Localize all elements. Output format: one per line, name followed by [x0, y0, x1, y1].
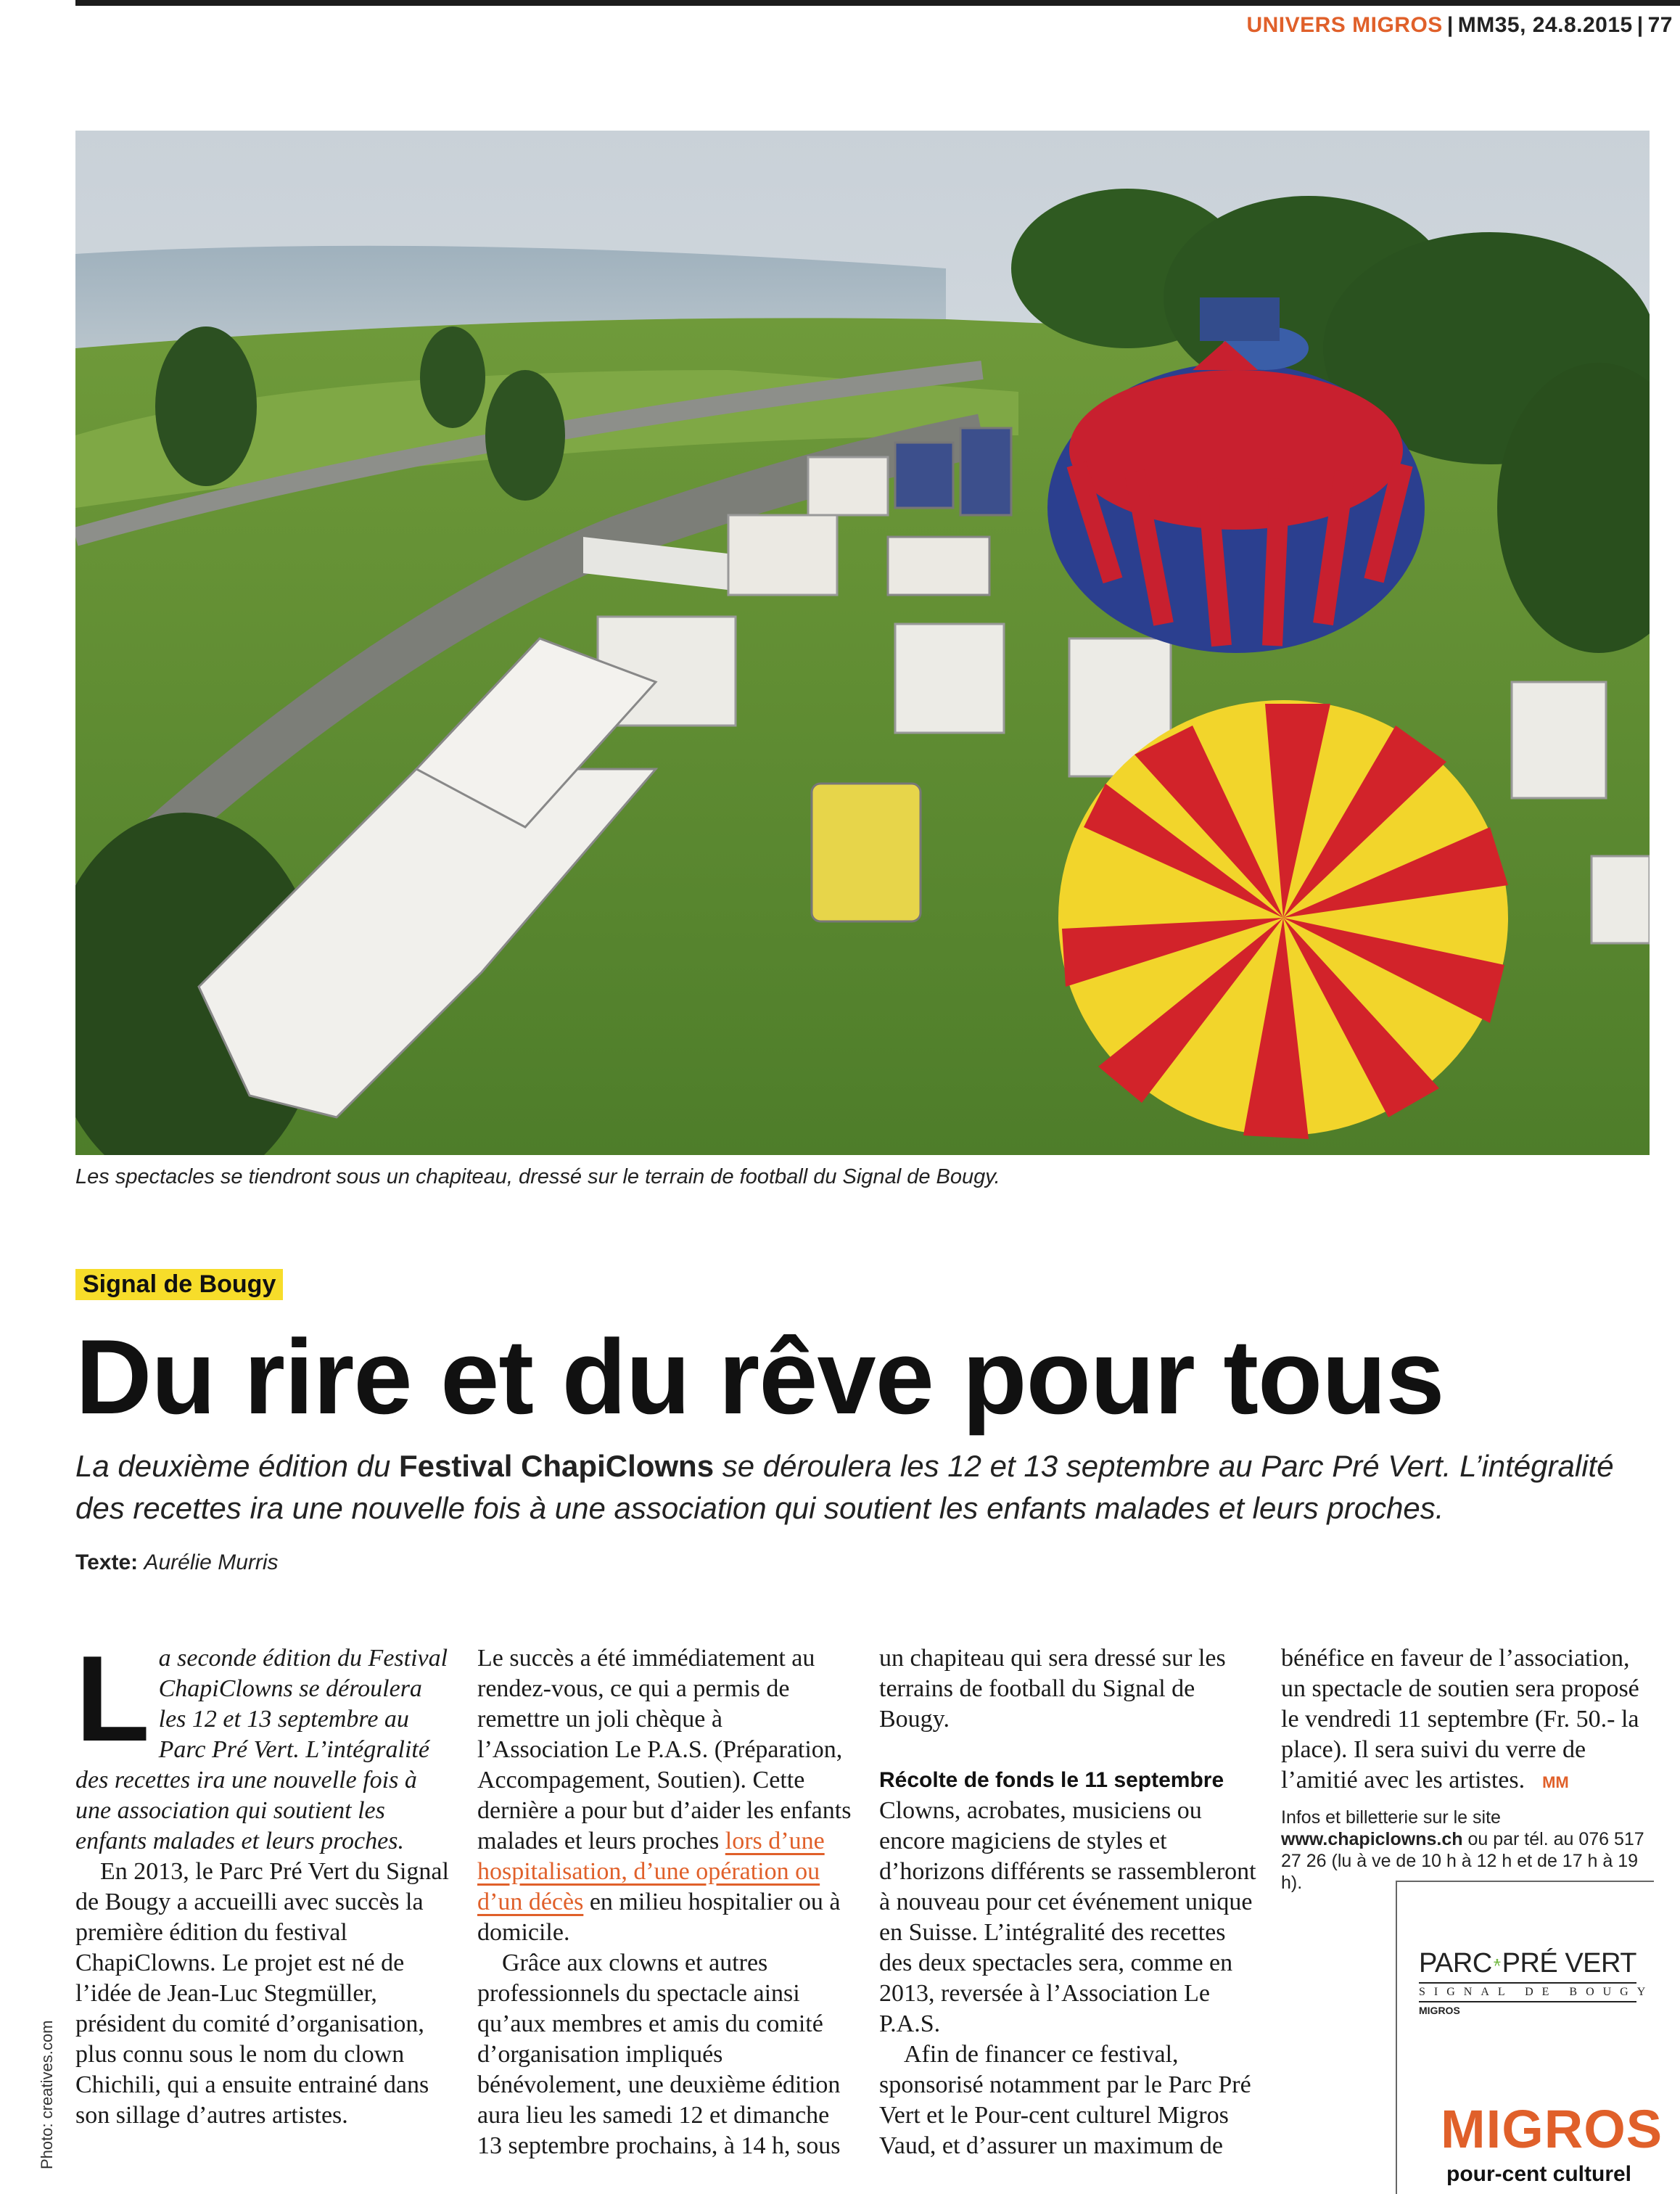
paragraph-5: Afin de financer ce festival, sponsorisé notamment par le Parc Pré Vert et le Pour-cent culturel Migros Vaud, et d’assurer un maximum de: [879, 2041, 1251, 2159]
column-4: [1281, 1643, 1658, 1894]
paragraph-1: En 2013, le Parc Pré Vert du Signal de Bougy a accueilli avec succès la première édition du festival ChapiClowns. Le projet est né de l’idée de Jean-Luc Stegmüller, président du comité d’organisation, plus connu sous le nom du clown Chichili, qui a ensuite entrainé dans son sillage d’autres artistes.: [75, 1858, 449, 2129]
kicker-tag: Signal de Bougy: [75, 1269, 283, 1300]
paragraph-3: Grâce aux clowns et autres professionnels du spectacle ainsi qu’aux membres et amis du comité d’organisation impliqués bénévolement, une deuxième édition aura lieu les samedi 12 et dimanche 13 septembre prochains, à 14 h, sous: [477, 1949, 841, 2159]
byline-author: Aurélie Murris: [144, 1550, 279, 1574]
parc-logo-migros: MIGROS: [1419, 2005, 1460, 2016]
section-title: UNIVERS MIGROS: [1246, 13, 1443, 37]
paragraph-4: Clowns, acrobates, musiciens ou encore magiciens de styles et d’horizons différents se rassembleront à nouveau pour cet événement unique en Suisse. L’intégralité des recettes des deux spectacles sera, comme en 2013, reversée à l’Association Le P.A.S.: [879, 1797, 1256, 2037]
photo-caption: Les spectacles se tiendront sous un chapiteau, dressé sur le terrain de football du Signal de Bougy.: [75, 1165, 1000, 1188]
column-3: [879, 1643, 1256, 2161]
parc-pre-vert-logo: [1419, 1946, 1655, 2016]
website-link[interactable]: www.chapiclowns.ch: [1281, 1829, 1463, 1849]
header-separator-2: |: [1636, 13, 1644, 37]
header-separator: |: [1446, 13, 1454, 37]
leaf-figures-icon: [1494, 1946, 1501, 1979]
paragraph-2-pre: Le succès a été immédiatement au rendez-vous, ce qui a permis de remettre un joli chèque à l’Association Le P.A.S. (Préparation, Accompagement, Soutien). Cette dernière a pour but d’aider les enfants malades et leurs proches: [477, 1645, 852, 1854]
paragraph-2: [477, 1643, 855, 1948]
drop-cap: L: [75, 1630, 150, 1767]
parc-logo-sub: SIGNAL DE BOUGY: [1419, 1982, 1636, 2002]
lead-post: se déroulera les 12 et 13 septembre au Parc Pré Vert. L’intégralité des recettes ira une nouvelle fois à une association qui soutient les enfants malades et leurs proches.: [75, 1449, 1614, 1525]
byline-label: Texte:: [75, 1550, 139, 1574]
column-2: [477, 1643, 855, 2161]
paragraph-2-post: en milieu hospitalier ou à domicile.: [477, 1889, 841, 1946]
migros-culture-label: pour-cent culturel: [1446, 2162, 1632, 2186]
page-header: [1246, 13, 1673, 38]
info-pre: Infos et billetterie sur le site: [1281, 1807, 1501, 1828]
photo-credit: Photo: creatives.com: [38, 2020, 56, 2169]
author-signature: MM: [1542, 1773, 1569, 1791]
issue-date: MM35, 24.8.2015: [1457, 13, 1633, 37]
parc-logo-right: PRÉ VERT: [1502, 1948, 1636, 1979]
paragraph-3: un chapiteau qui sera dressé sur les terrains de football du Signal de Bougy.: [879, 1645, 1226, 1733]
lead-festival-name: Festival ChapiClowns: [398, 1449, 715, 1483]
intro-text: a seconde édition du Festival ChapiClowns se déroulera les 12 et 13 septembre au Parc Pré Vert. L’intégralité des recettes ira une nouvelle fois à une association qui soutient les enfants malades et leurs proches.: [75, 1645, 448, 1854]
aerial-circus-illustration: [75, 131, 1650, 1155]
lead-paragraph: [75, 1445, 1635, 1529]
info-post: ou par tél. au 076 517 27 26 (lu à ve de 10 h à 12 h et de 17 h à 19 h).: [1281, 1829, 1644, 1893]
migros-logo: MIGROS: [1441, 2099, 1663, 2159]
column-1: [75, 1630, 453, 2131]
subheading: Récolte de fonds le 11 septembre: [879, 1768, 1224, 1792]
page-number: 77: [1647, 13, 1673, 37]
lead-pre: La deuxième édition du: [75, 1449, 399, 1483]
intro-paragraph: [75, 1630, 453, 1857]
top-rule: [75, 0, 1680, 6]
hospitalisation-link[interactable]: lors d’une hospitalisation, d’une opération ou d’un décès: [477, 1828, 825, 1915]
hero-photo: [75, 131, 1650, 1155]
sponsor-logos: [1396, 1881, 1663, 2194]
parc-logo-left: PARC: [1419, 1948, 1492, 1979]
paragraph-5: bénéfice en faveur de l’association, un spectacle de soutien sera proposé le vendredi 11 septembre (Fr. 50.- la place). Il sera suivi du verre de l’amitié avec les artistes. MM: [1281, 1645, 1639, 1794]
headline: Du rire et du rêve pour tous: [75, 1318, 1444, 1436]
byline: [75, 1550, 279, 1575]
